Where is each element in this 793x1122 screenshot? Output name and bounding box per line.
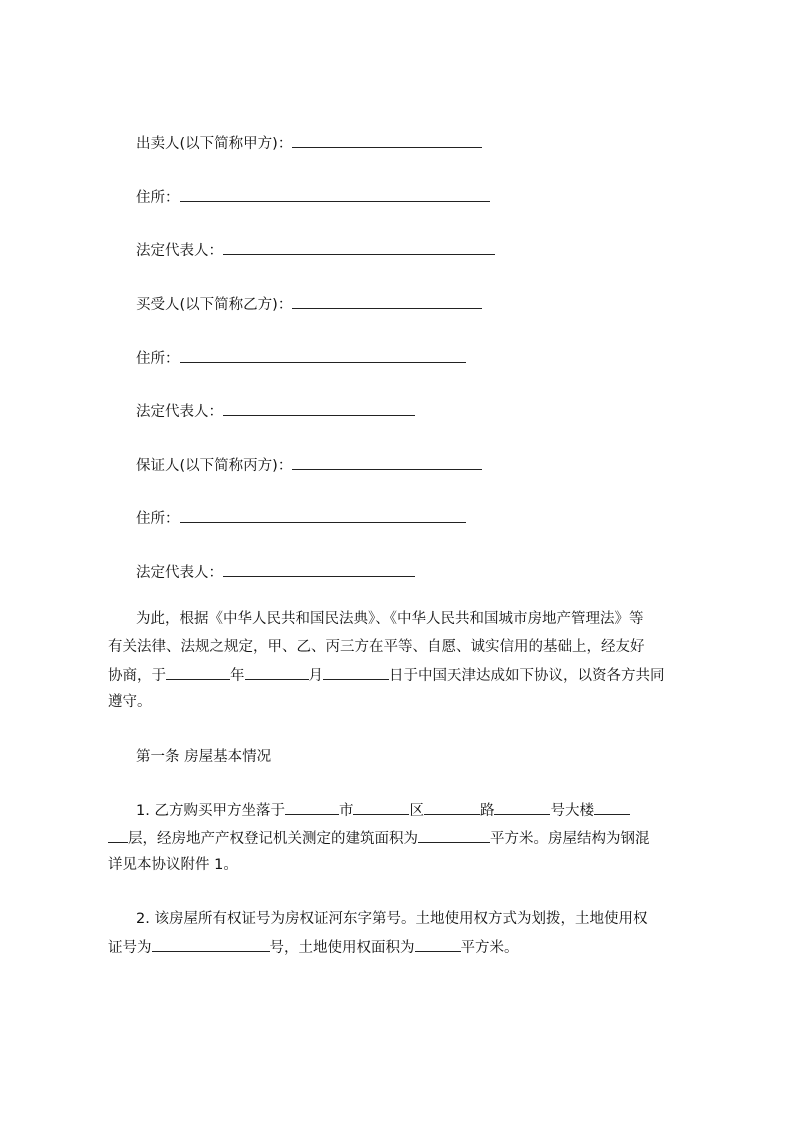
buyer-rep-label: 法定代表人： <box>136 404 223 420</box>
district-label: 区 <box>409 803 424 819</box>
seller-line <box>136 134 482 153</box>
buyer-name-field[interactable] <box>292 295 482 309</box>
preamble-line-1: 为此，根据《中华人民共和国民法典》、《中华人民共和国城市房地产管理法》等 <box>136 611 644 627</box>
seller-rep-field[interactable] <box>223 241 495 255</box>
buyer-line <box>136 295 482 314</box>
day-field[interactable] <box>323 666 389 680</box>
month-label: 月 <box>308 668 323 684</box>
floor-field-b[interactable] <box>108 829 128 843</box>
seller-address-field[interactable] <box>180 188 490 202</box>
seller-rep-line <box>136 241 495 260</box>
article-1-item-1-line-1 <box>136 801 630 820</box>
guarantor-address-line <box>136 509 466 528</box>
item2-text-3: 号，土地使用权面积为 <box>269 940 415 956</box>
buyer-rep-line <box>136 402 415 421</box>
buyer-rep-field[interactable] <box>223 402 415 416</box>
buyer-address-label: 住所： <box>136 351 180 367</box>
city-label: 市 <box>338 803 354 819</box>
road-label: 路 <box>479 803 495 819</box>
seller-rep-label: 法定代表人： <box>136 243 223 259</box>
year-label: 年 <box>230 668 245 684</box>
seller-label: 出卖人(以下简称甲方)： <box>136 136 293 152</box>
floor-field-a[interactable] <box>594 801 630 815</box>
guarantor-name-field[interactable] <box>292 456 482 470</box>
guarantor-rep-label: 法定代表人： <box>136 565 223 581</box>
road-field[interactable] <box>424 801 480 815</box>
item2-text-2: 证号为 <box>108 940 152 956</box>
guarantor-line <box>136 456 482 475</box>
seller-address-label: 住所： <box>136 190 180 206</box>
item1-text-7: 平方米。房屋结构为钢混 <box>490 831 650 847</box>
item1-text-6: 层，经房地产产权登记机关测定的建筑面积为 <box>128 831 418 847</box>
preamble-line-4: 遵守。 <box>108 694 152 710</box>
year-field[interactable] <box>166 666 230 680</box>
guarantor-rep-line <box>136 563 415 582</box>
guarantor-label: 保证人(以下简称丙方)： <box>136 458 293 474</box>
article-1-item-2-line-1: 2. 该房屋所有权证号为房权证河东字第号。土地使用权方式为划拨，土地使用权 <box>136 911 648 927</box>
article-1-item-2-line-2 <box>108 938 519 957</box>
preamble-text-a: 协商，于 <box>108 668 166 684</box>
article-1-title: 第一条 房屋基本情况 <box>136 749 272 765</box>
district-field[interactable] <box>353 801 409 815</box>
preamble-line-2: 有关法律、法规之规定，甲、乙、丙三方在平等、自愿、诚实信用的基础上，经友好 <box>108 639 645 655</box>
seller-address-line <box>136 188 490 207</box>
item1-text-1: 1. 乙方购买甲方坐落于 <box>136 803 285 819</box>
preamble-line-3 <box>108 666 665 685</box>
buyer-address-field[interactable] <box>180 349 466 363</box>
city-field[interactable] <box>285 801 339 815</box>
article-1-item-1-line-3: 详见本协议附件 1。 <box>108 857 238 873</box>
area-field[interactable] <box>418 829 490 843</box>
buyer-address-line <box>136 349 466 368</box>
buyer-label: 买受人(以下简称乙方)： <box>136 297 293 313</box>
building-label: 号大楼 <box>550 803 594 819</box>
preamble-text-d: 日于中国天津达成如下协议，以资各方共同 <box>389 668 665 684</box>
guarantor-rep-field[interactable] <box>223 563 415 577</box>
month-field[interactable] <box>245 666 309 680</box>
land-cert-field[interactable] <box>152 938 270 952</box>
article-1-item-1-line-2 <box>108 829 650 848</box>
seller-name-field[interactable] <box>292 134 482 148</box>
number-field[interactable] <box>494 801 550 815</box>
land-area-field[interactable] <box>415 938 461 952</box>
guarantor-address-label: 住所： <box>136 511 180 527</box>
guarantor-address-field[interactable] <box>180 509 466 523</box>
item2-text-4: 平方米。 <box>460 940 519 956</box>
